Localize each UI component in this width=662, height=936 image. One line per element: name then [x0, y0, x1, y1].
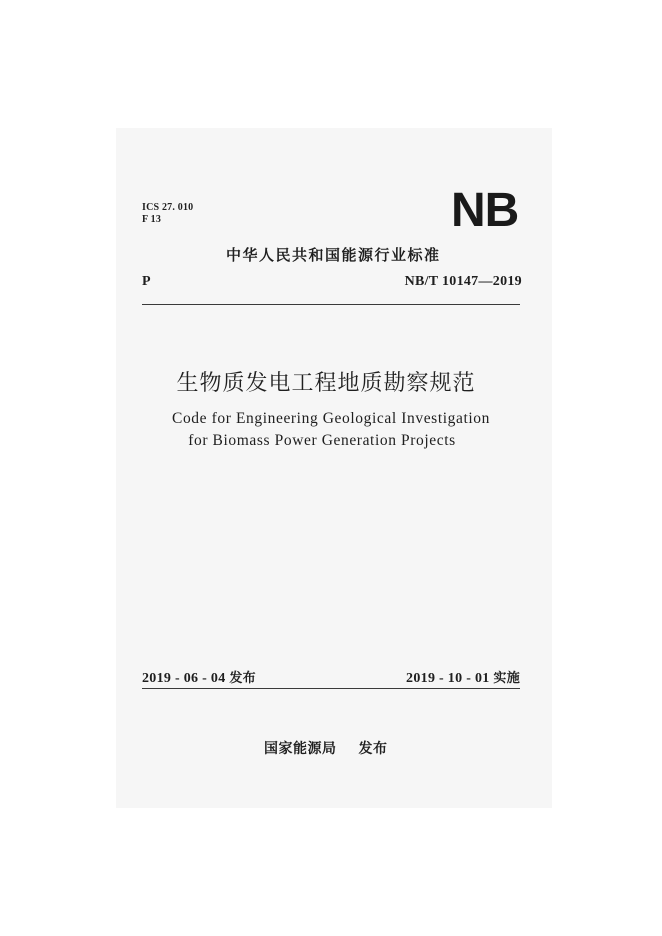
ics-code: ICS 27. 010 [142, 202, 194, 213]
publisher-name: 国家能源局 [264, 741, 337, 757]
document-title-english-line1: Code for Engineering Geological Investigation [172, 410, 490, 427]
document-title-english-line2: for Biomass Power Generation Projects [188, 432, 456, 449]
implementation-date [406, 667, 520, 687]
publisher-action: 发布 [358, 741, 388, 757]
standard-category: P [142, 274, 151, 289]
implementation-label: 实施 [493, 671, 520, 686]
nb-logo: NB [451, 184, 519, 237]
ccs-code: F 13 [142, 214, 162, 225]
standard-number: NB/T 10147—2019 [404, 274, 522, 289]
issue-date [142, 667, 256, 687]
top-divider [142, 304, 520, 305]
bottom-divider [142, 688, 520, 689]
publisher [264, 738, 388, 758]
industry-standard-title: 中华人民共和国能源行业标准 [226, 246, 441, 264]
document-title-chinese: 生物质发电工程地质勘察规范 [176, 371, 476, 396]
issue-label: 发布 [229, 671, 256, 686]
issue-date-value: 2019 - 06 - 04 [142, 671, 226, 686]
implementation-date-value: 2019 - 10 - 01 [406, 671, 490, 686]
